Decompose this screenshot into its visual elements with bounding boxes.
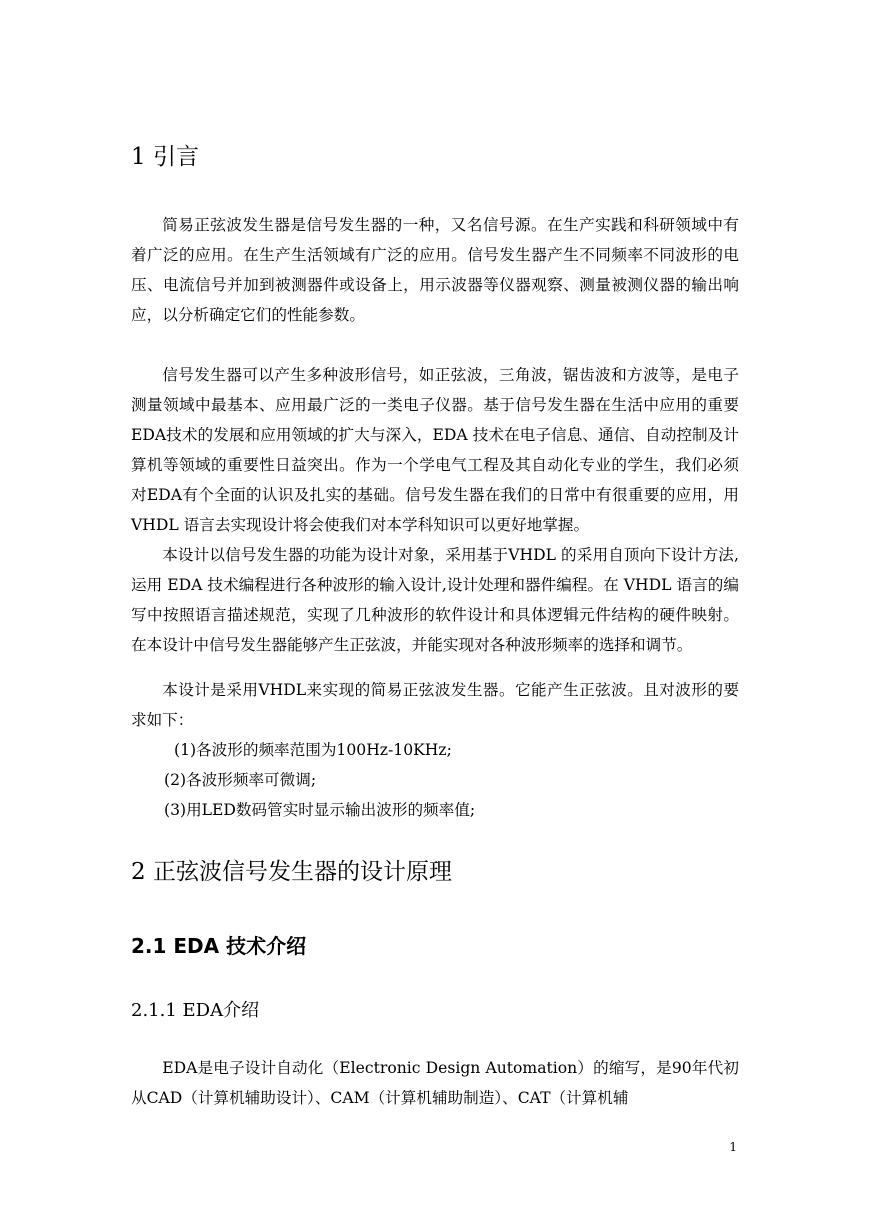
intro-paragraph-4: 本设计是采用VHDL来实现的简易正弦波发生器。它能产生正弦波。且对波形的要求如下： [131, 681, 739, 730]
requirement-item-1: (1)各波形的频率范围为100Hz-10KHz; [174, 741, 452, 759]
eda-intro-paragraph: EDA是电子设计自动化（Electronic Design Automation）的缩写，是90年代初从CAD（计算机辅助设计）、CAM（计算机辅助制造）、CAT（计算机辅 [131, 1059, 739, 1108]
intro-paragraph-1: 简易正弦波发生器是信号发生器的一种，又名信号源。在生产实践和科研领域中有着广泛的应用。在生产生活领域有广泛的应用。信号发生器产生不同频率不同波形的电压、电流信号并加到被测器件或设备上，用示波器等仪器观察、测量被测仪器的输出响应，以分析确定它们的性能参数。 [131, 216, 739, 325]
requirement-item-3: (3)用LED数码管实时显示输出波形的频率值; [164, 801, 476, 819]
requirement-item-2: (2)各波形频率可微调; [164, 771, 317, 789]
page-number: 1 [729, 1140, 737, 1154]
section-2-1-heading: 2.1 EDA 技术介绍 [131, 934, 307, 958]
intro-paragraph-2: 信号发生器可以产生多种波形信号，如正弦波，三角波，锯齿波和方波等，是电子测量领域中最基本、应用最广泛的一类电子仪器。基于信号发生器在生活中应用的重要EDA技术的发展和应用领域的扩大与深入，EDA 技术在电子信息、通信、自动控制及计算机等领域的重要性日益突出。作为一个学电气工程及其自动化专业的学生，我们必须对EDA有个全面的认识及扎实的基础。信号发生器在我们的日常中有很重要的应用，用 VHDL 语言去实现设计将会使我们对本学科知识可以更好地掌握。 [131, 366, 739, 535]
section-2-heading: 2 正弦波信号发生器的设计原理 [131, 859, 452, 885]
section-1-heading: 1 引言 [131, 144, 199, 170]
intro-paragraph-3: 本设计以信号发生器的功能为设计对象，采用基于VHDL 的采用自顶向下设计方法,运用 EDA 技术编程进行各种波形的输入设计,设计处理和器件编程。在 VHDL 语言的编写中按照语言描述规范，实现了几种波形的软件设计和具体逻辑元件结构的硬件映射。在本设计中信号发生器能够产生正弦波，并能实现对各种波形频率的选择和调节。 [131, 546, 739, 655]
section-2-1-1-heading: 2.1.1 EDA介绍 [131, 1000, 260, 1021]
